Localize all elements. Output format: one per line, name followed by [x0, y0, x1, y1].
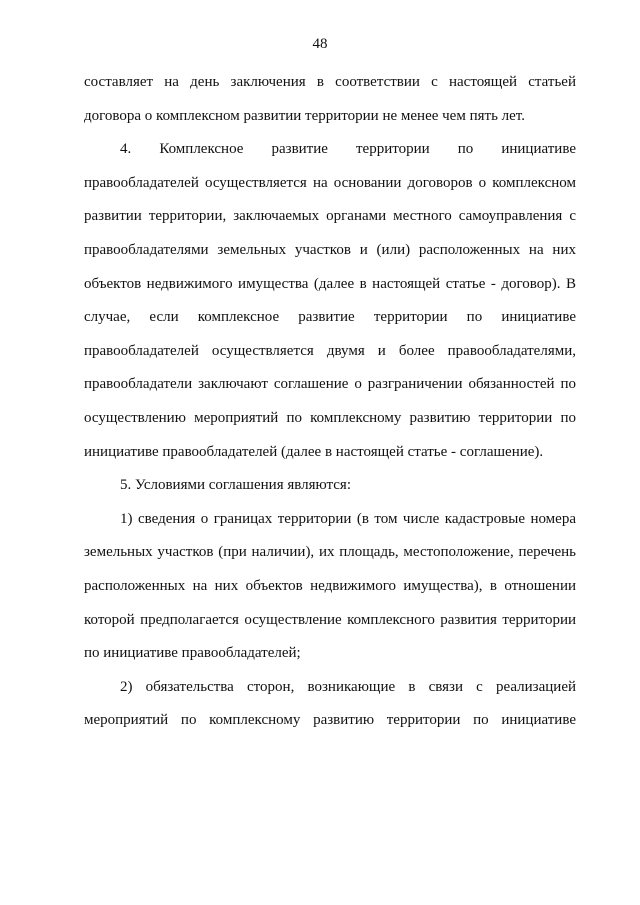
text-line: развитии территории, заключаемых органами местного самоуправления с [84, 208, 576, 225]
body-text [84, 66, 576, 738]
text-line: мероприятий по комплексному развитию территории по инициативе [84, 712, 576, 729]
text-line: 1) сведения о границах территории (в том числе кадастровые номера [120, 510, 576, 527]
text-line: 5. Условиями соглашения являются: [120, 477, 351, 494]
page-number: 48 [312, 36, 328, 52]
text-line: случае, если комплексное развитие территории по инициативе [84, 309, 576, 326]
text-line: правообладателей осуществляется двумя и более правообладателями, [84, 342, 576, 359]
text-line: которой предполагается осуществление комплексного развития территории [84, 611, 576, 628]
text-line: 4. Комплексное развитие территории по инициативе [120, 141, 576, 158]
text-line: 2) обязательства сторон, возникающие в связи с реализацией [120, 678, 576, 695]
text-line: объектов недвижимого имущества (далее в настоящей статье - договор). В [84, 275, 576, 292]
text-line: по инициативе правообладателей; [84, 645, 301, 662]
text-line: инициативе правообладателей (далее в настоящей статье - соглашение). [84, 443, 544, 460]
text-line: договора о комплексном развитии территории не менее чем пять лет. [84, 107, 525, 124]
text-line: расположенных на них объектов недвижимого имущества), в отношении [84, 577, 576, 594]
text-line: составляет на день заключения в соответствии с настоящей статьей [84, 74, 576, 90]
text-line: правообладателей осуществляется на основании договоров о комплексном [84, 174, 576, 191]
text-line: правообладатели заключают соглашение о разграничении обязанностей по [84, 376, 576, 393]
text-line: осуществлению мероприятий по комплексному развитию территории по [84, 409, 576, 426]
text-line: земельных участков (при наличии), их площадь, местоположение, перечень [84, 544, 576, 561]
text-line: правообладателями земельных участков и (или) расположенных на них [84, 241, 576, 258]
